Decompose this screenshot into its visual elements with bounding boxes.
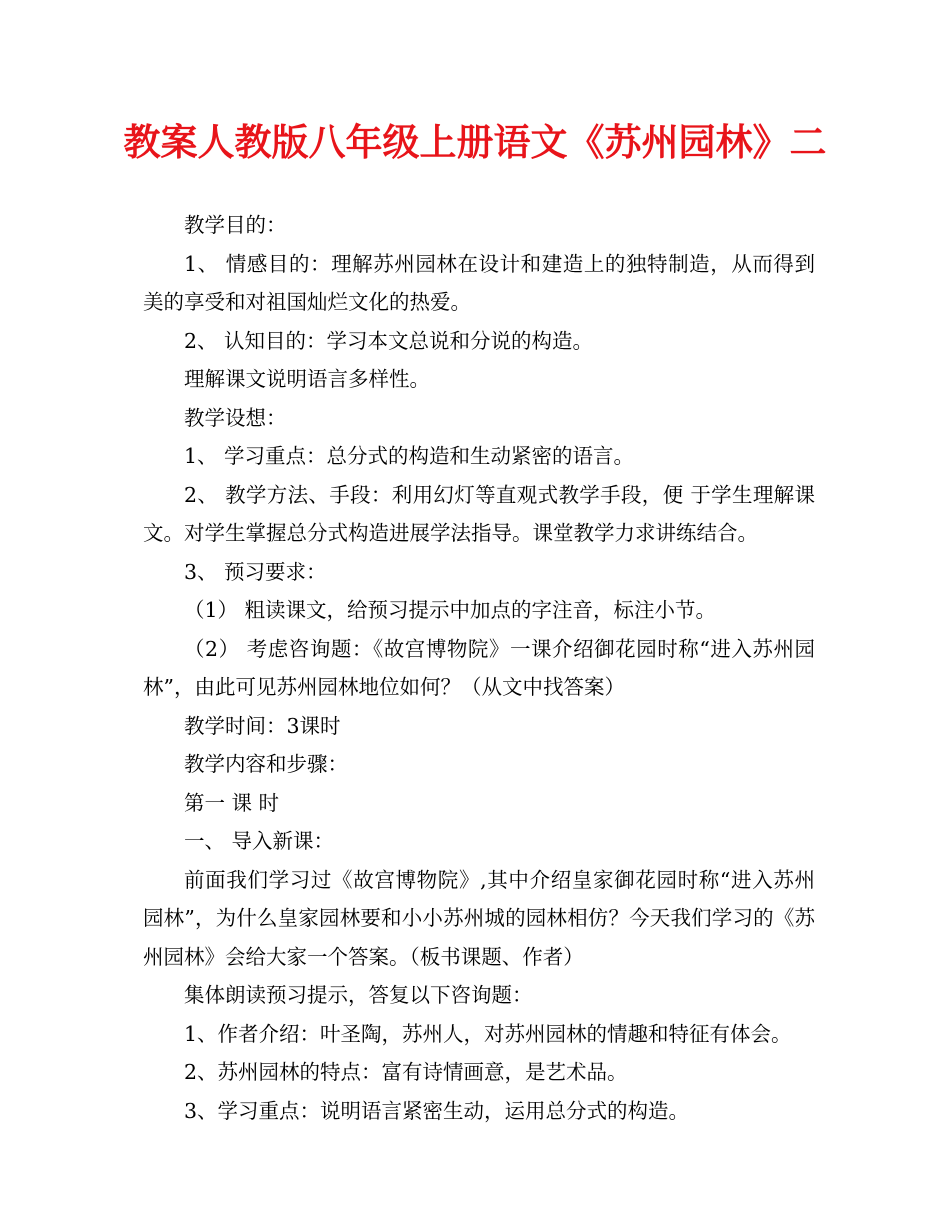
paragraph: 前面我们学习过《故宫博物院》,其中介绍皇家御花园时称“进入苏州园林”，为什么皇家园林要和小小苏州城的园林相仿？今天我们学习的《苏州园林》会给大家一个答案。（板书课题、作者） <box>143 867 815 969</box>
paragraph: 2、 教学方法、手段：利用幻灯等直观式教学手段，便 于学生理解课文。对学生掌握总分式构造进展学法指导。课堂教学力求讲练结合。 <box>143 482 815 545</box>
paragraph: 教学目的： <box>184 213 287 237</box>
paragraph: 2、 认知目的：学习本文总说和分说的构造。 <box>184 328 594 353</box>
paragraph: 1、作者介绍：叶圣陶，苏州人，对苏州园林的情趣和特征有体会。 <box>184 1021 792 1046</box>
paragraph: 3、 预习要求： <box>184 559 327 584</box>
document-title: 教案人教版八年级上册语文《苏州园林》二 <box>123 121 827 164</box>
paragraph: 一、 导入新课： <box>184 829 335 853</box>
paragraph: 3、学习重点：说明语言紧密生动，运用总分式的构造。 <box>184 1098 690 1123</box>
paragraph: 2、苏州园林的特点：富有诗情画意，是艺术品。 <box>184 1060 628 1084</box>
paragraph: 第一 课 时 <box>184 790 280 815</box>
paragraph: 教学时间：3课时 <box>184 713 341 738</box>
paragraph: 集体朗读预习提示，答复以下咨询题： <box>184 983 533 1007</box>
paragraph: （1） 粗读课文，给预习提示中加点的字注音，标注小节。 <box>184 598 717 622</box>
paragraph: （2） 考虑咨询题：《故宫博物院》一课介绍御花园时称“进入苏州园林”，由此可见苏州园林地位如何？（从文中找答案） <box>143 636 815 699</box>
document-body <box>143 206 815 1130</box>
paragraph: 1、 情感目的：理解苏州园林在设计和建造上的独特制造，从而得到美的享受和对祖国灿烂文化的热爱。 <box>143 251 815 314</box>
paragraph: 教学内容和步骤： <box>184 752 348 776</box>
paragraph: 教学设想： <box>184 405 287 430</box>
paragraph: 1、 学习重点：总分式的构造和生动紧密的语言。 <box>184 444 635 468</box>
paragraph: 理解课文说明语言多样性。 <box>184 367 430 391</box>
